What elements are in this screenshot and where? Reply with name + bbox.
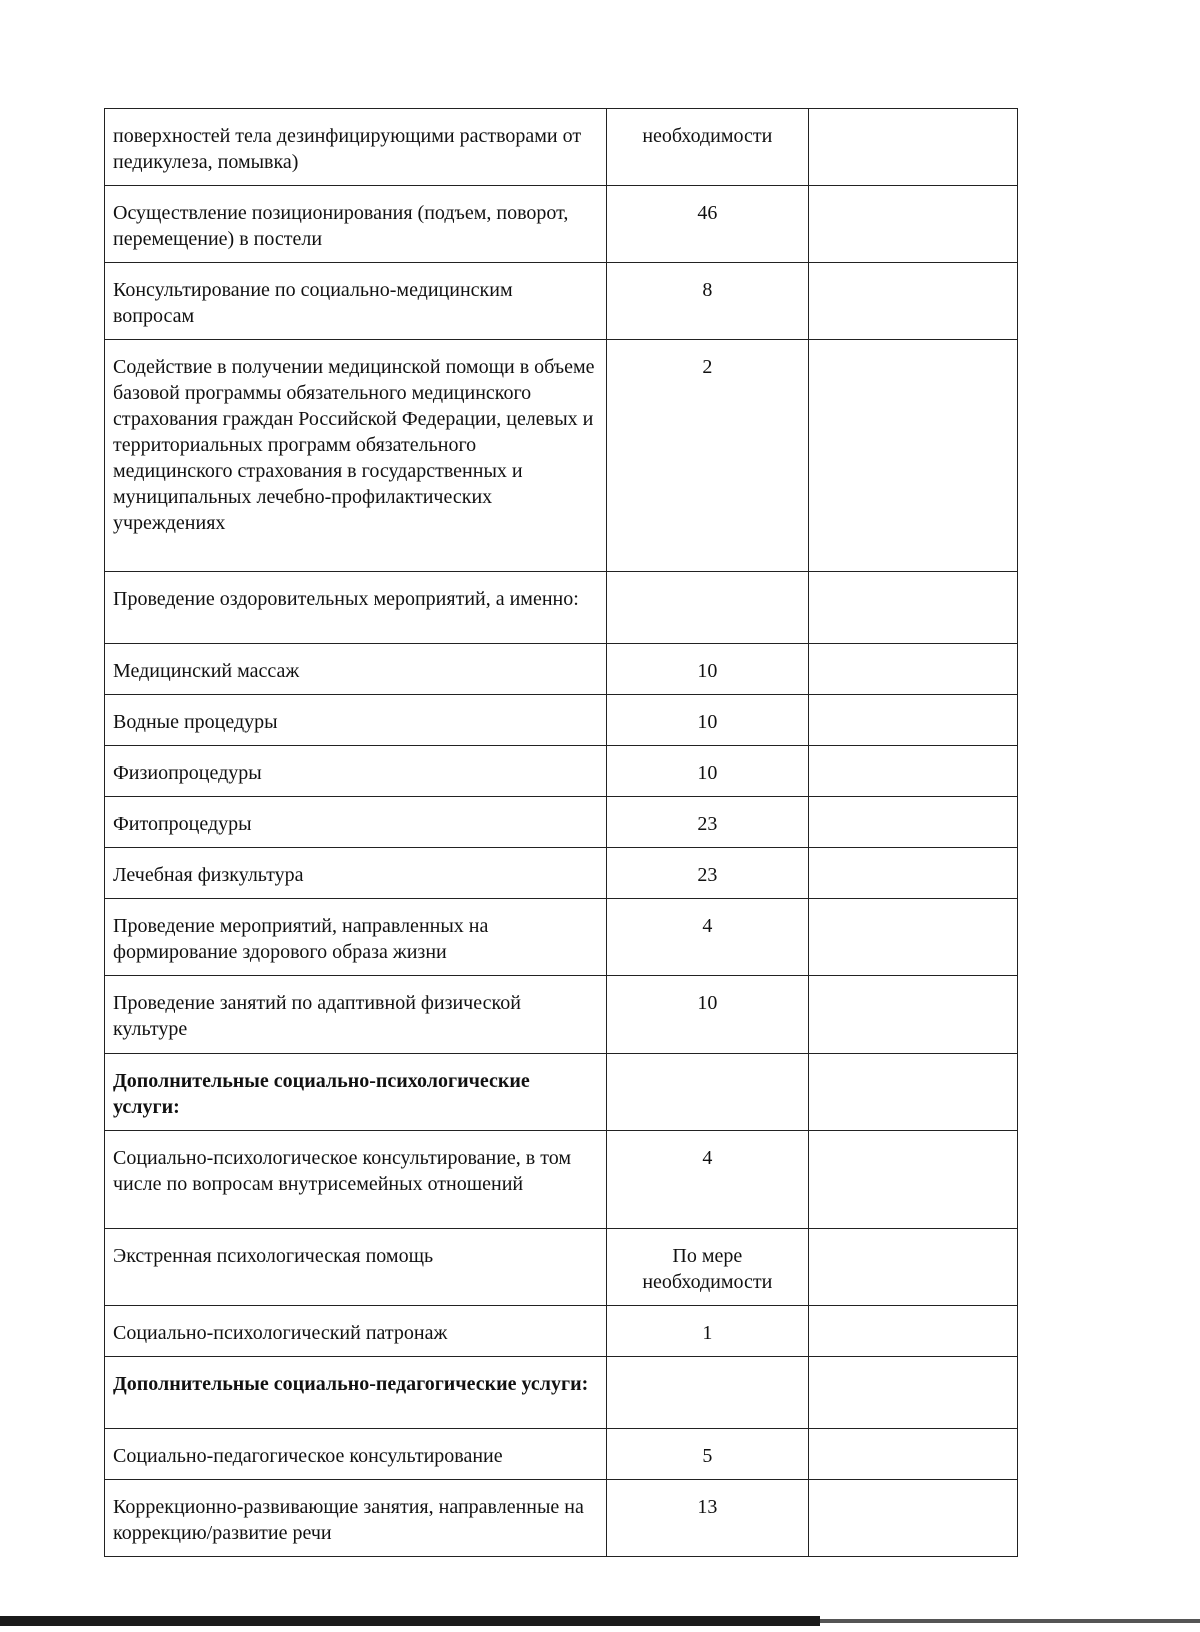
service-quantity-cell: 10 <box>606 695 809 746</box>
service-name-cell: поверхностей тела дезинфицирующими растворами от педикулеза, помывка) <box>105 109 607 186</box>
scan-edge-bar <box>0 1616 820 1626</box>
service-quantity-cell <box>606 572 809 644</box>
table-row <box>105 340 1018 572</box>
service-name-cell: Водные процедуры <box>105 695 607 746</box>
table-row <box>105 848 1018 899</box>
service-name-cell: Социально-педагогическое консультирование <box>105 1429 607 1480</box>
service-quantity-cell: необходимости <box>606 109 809 186</box>
service-quantity-cell: 10 <box>606 746 809 797</box>
service-quantity-cell: 23 <box>606 848 809 899</box>
service-name-cell: Проведение мероприятий, направленных на формирование здорового образа жизни <box>105 899 607 976</box>
empty-cell <box>809 1131 1018 1229</box>
services-table <box>104 108 1018 1557</box>
table-row <box>105 644 1018 695</box>
table-row <box>105 976 1018 1054</box>
empty-cell <box>809 1357 1018 1429</box>
service-name-cell: Экстренная психологическая помощь <box>105 1229 607 1306</box>
table-row <box>105 263 1018 340</box>
service-name-cell: Консультирование по социально-медицинским вопросам <box>105 263 607 340</box>
table-row <box>105 1306 1018 1357</box>
service-name-cell: Содействие в получении медицинской помощи в объеме базовой программы обязательного медицинского страхования граждан Российской Федерации, целевых и территориальных программ обязательного медицинского страхования в государственных и муниципальных лечебно-профилактических учреждениях <box>105 340 607 572</box>
empty-cell <box>809 109 1018 186</box>
table-row <box>105 1480 1018 1557</box>
empty-cell <box>809 746 1018 797</box>
service-quantity-cell <box>606 1357 809 1429</box>
empty-cell <box>809 848 1018 899</box>
service-quantity-cell: 5 <box>606 1429 809 1480</box>
service-quantity-cell: 23 <box>606 797 809 848</box>
service-quantity-cell: 10 <box>606 976 809 1054</box>
service-quantity-cell: 1 <box>606 1306 809 1357</box>
service-quantity-cell: 46 <box>606 186 809 263</box>
services-table-body <box>105 109 1018 1557</box>
service-quantity-cell: 4 <box>606 1131 809 1229</box>
table-row <box>105 109 1018 186</box>
service-name-cell: Социально-психологическое консультирование, в том числе по вопросам внутрисемейных отношений <box>105 1131 607 1229</box>
empty-cell <box>809 572 1018 644</box>
empty-cell <box>809 1480 1018 1557</box>
table-row <box>105 695 1018 746</box>
service-name-cell: Коррекционно-развивающие занятия, направленные на коррекцию/развитие речи <box>105 1480 607 1557</box>
service-name-cell: Проведение занятий по адаптивной физической культуре <box>105 976 607 1054</box>
service-quantity-cell: 2 <box>606 340 809 572</box>
service-name-cell: Лечебная физкультура <box>105 848 607 899</box>
service-quantity-cell: 13 <box>606 1480 809 1557</box>
service-name-cell: Социально-психологический патронаж <box>105 1306 607 1357</box>
empty-cell <box>809 1229 1018 1306</box>
empty-cell <box>809 263 1018 340</box>
service-quantity-cell: 8 <box>606 263 809 340</box>
service-quantity-cell: 4 <box>606 899 809 976</box>
empty-cell <box>809 644 1018 695</box>
table-row <box>105 797 1018 848</box>
table-row <box>105 1357 1018 1429</box>
service-name-cell: Медицинский массаж <box>105 644 607 695</box>
empty-cell <box>809 695 1018 746</box>
service-quantity-cell: По мере необходимости <box>606 1229 809 1306</box>
empty-cell <box>809 1306 1018 1357</box>
table-row <box>105 746 1018 797</box>
service-name-cell: Дополнительные социально-педагогические услуги: <box>105 1357 607 1429</box>
table-row <box>105 1229 1018 1306</box>
empty-cell <box>809 1429 1018 1480</box>
service-name-cell: Дополнительные социально-психологические услуги: <box>105 1054 607 1131</box>
service-quantity-cell: 10 <box>606 644 809 695</box>
empty-cell <box>809 186 1018 263</box>
service-name-cell: Проведение оздоровительных мероприятий, а именно: <box>105 572 607 644</box>
empty-cell <box>809 976 1018 1054</box>
table-row <box>105 1054 1018 1131</box>
service-name-cell: Физиопроцедуры <box>105 746 607 797</box>
empty-cell <box>809 899 1018 976</box>
empty-cell <box>809 1054 1018 1131</box>
table-row <box>105 572 1018 644</box>
table-row <box>105 1429 1018 1480</box>
table-row <box>105 1131 1018 1229</box>
service-quantity-cell <box>606 1054 809 1131</box>
service-name-cell: Фитопроцедуры <box>105 797 607 848</box>
table-row <box>105 186 1018 263</box>
service-name-cell: Осуществление позиционирования (подъем, поворот, перемещение) в постели <box>105 186 607 263</box>
scan-edge-bar-thin <box>820 1619 1200 1623</box>
empty-cell <box>809 797 1018 848</box>
empty-cell <box>809 340 1018 572</box>
table-row <box>105 899 1018 976</box>
